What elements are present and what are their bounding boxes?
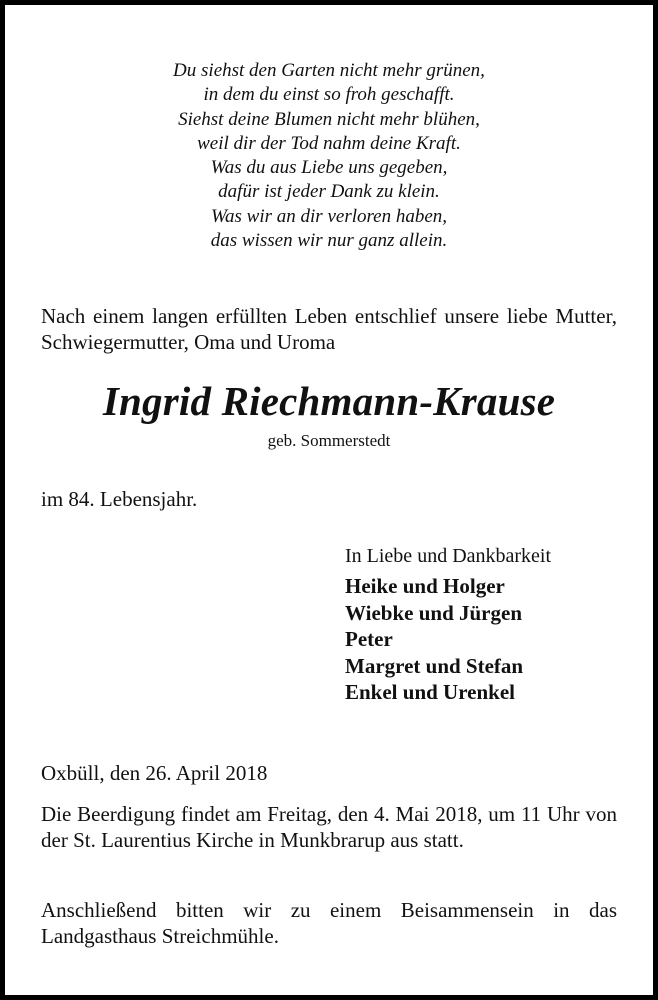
poem-line: Du siehst den Garten nicht mehr grünen, bbox=[173, 60, 485, 81]
mourners-intro: In Liebe und Dankbarkeit bbox=[345, 545, 552, 567]
mourner-name: Heike und Holger bbox=[345, 574, 505, 598]
intro-text: Nach einem langen erfüllten Leben entschlief unsere liebe Mutter, Schwiegermutter, Oma und Uroma bbox=[41, 304, 617, 354]
memorial-poem bbox=[5, 59, 653, 253]
mourners-block bbox=[345, 543, 551, 706]
poem-line: dafür ist jeder Dank zu klein. bbox=[218, 181, 440, 203]
poem-line: Was wir an dir verloren haben, bbox=[210, 205, 448, 227]
poem-line: Siehst deine Blumen nicht mehr blühen, bbox=[178, 108, 480, 130]
mourner-name: Enkel und Urenkel bbox=[345, 680, 515, 704]
deceased-name: Ingrid Riechmann-Krause bbox=[102, 378, 556, 424]
reception-details: Anschließend bitten wir zu einem Beisammensein in das Landgasthaus Streichmühle. bbox=[41, 898, 617, 948]
poem-line: Was du aus Liebe uns gegeben, bbox=[210, 157, 448, 179]
mourner-name: Margret und Stefan bbox=[345, 653, 524, 678]
age-text: im 84. Lebensjahr. bbox=[41, 487, 198, 511]
poem-line: das wissen wir nur ganz allein. bbox=[210, 230, 448, 252]
poem-line: in dem du einst so froh geschafft. bbox=[203, 84, 455, 106]
mourner-name: Peter bbox=[345, 627, 393, 651]
mourner-name: Wiebke und Jürgen bbox=[345, 600, 522, 625]
place-date: Oxbüll, den 26. April 2018 bbox=[41, 761, 268, 785]
poem-line: weil dir der Tod nahm deine Kraft. bbox=[197, 132, 461, 154]
funeral-details: Die Beerdigung findet am Freitag, den 4. Mai 2018, um 11 Uhr von der St. Laurentius Kirche in Munkbrarup aus statt. bbox=[41, 802, 617, 852]
maiden-name: geb. Sommerstedt bbox=[267, 431, 391, 450]
mourners-names bbox=[345, 573, 551, 706]
